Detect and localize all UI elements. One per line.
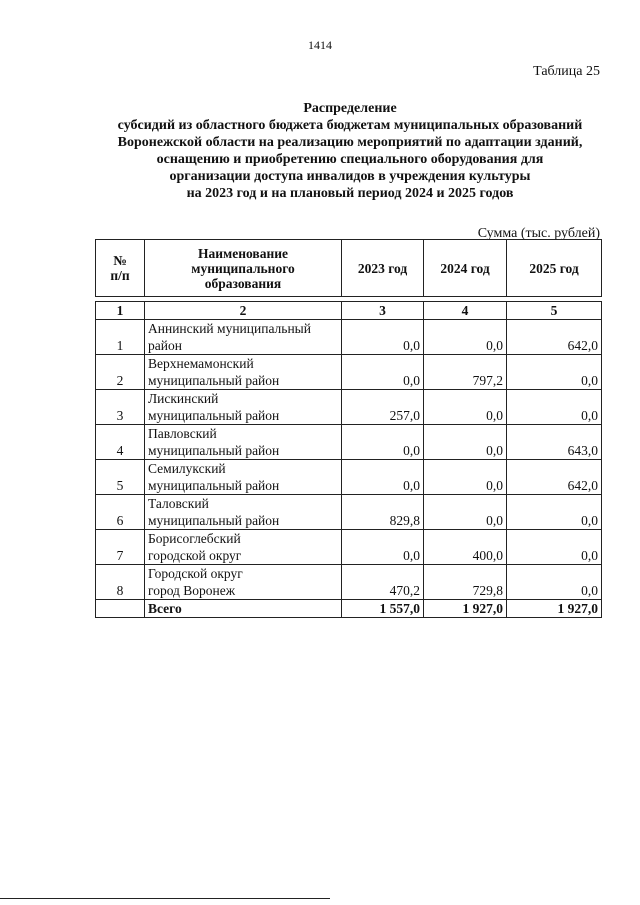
row-number: 7 bbox=[96, 530, 145, 565]
header-no bbox=[96, 240, 145, 297]
value-2023: 0,0 bbox=[342, 355, 424, 390]
municipality-name bbox=[145, 320, 342, 355]
value-2025: 0,0 bbox=[507, 495, 602, 530]
value-2023: 257,0 bbox=[342, 390, 424, 425]
value-2024: 0,0 bbox=[424, 320, 507, 355]
header-row bbox=[96, 240, 602, 297]
row-number: 1 bbox=[96, 320, 145, 355]
value-2024: 0,0 bbox=[424, 460, 507, 495]
heading-line: организации доступа инвалидов в учреждения культуры bbox=[169, 169, 531, 184]
table-row bbox=[96, 425, 602, 460]
value-2024: 797,2 bbox=[424, 355, 507, 390]
total-2024: 1 927,0 bbox=[424, 600, 507, 618]
value-2025: 0,0 bbox=[507, 355, 602, 390]
value-2024: 0,0 bbox=[424, 495, 507, 530]
header-text: Наименование bbox=[198, 245, 288, 261]
column-number: 1 bbox=[96, 302, 145, 320]
heading-line: Воронежской области на реализацию мероприятий по адаптации зданий, bbox=[117, 135, 583, 150]
row-number: 3 bbox=[96, 390, 145, 425]
column-number: 3 bbox=[342, 302, 424, 320]
value-2023: 829,8 bbox=[342, 495, 424, 530]
name-line: город Воронеж bbox=[148, 583, 236, 598]
value-2023: 0,0 bbox=[342, 460, 424, 495]
municipality-name bbox=[145, 530, 342, 565]
table-row bbox=[96, 530, 602, 565]
unit-note: Сумма (тыс. рублей) bbox=[477, 226, 600, 241]
table-row bbox=[96, 320, 602, 355]
total-no-cell bbox=[96, 600, 145, 618]
value-2024: 0,0 bbox=[424, 390, 507, 425]
header-2024: 2024 год bbox=[424, 240, 507, 297]
municipality-name bbox=[145, 355, 342, 390]
value-2023: 0,0 bbox=[342, 530, 424, 565]
table-caption: Таблица 25 bbox=[533, 64, 600, 79]
name-line: муниципальный район bbox=[148, 373, 280, 388]
footer-rule bbox=[0, 898, 330, 899]
name-line: Борисоглебский bbox=[148, 531, 241, 546]
value-2025: 0,0 bbox=[507, 390, 602, 425]
total-label: Всего bbox=[145, 600, 342, 618]
value-2025: 643,0 bbox=[507, 425, 602, 460]
column-number: 2 bbox=[145, 302, 342, 320]
row-number: 6 bbox=[96, 495, 145, 530]
column-number: 5 bbox=[507, 302, 602, 320]
name-line: Семилукский bbox=[148, 461, 226, 476]
table-row bbox=[96, 390, 602, 425]
value-2024: 729,8 bbox=[424, 565, 507, 600]
name-line: муниципальный район bbox=[148, 478, 280, 493]
row-number: 4 bbox=[96, 425, 145, 460]
heading-line: на 2023 год и на плановый период 2024 и 2025 годов bbox=[186, 186, 514, 201]
value-2023: 470,2 bbox=[342, 565, 424, 600]
total-2023: 1 557,0 bbox=[342, 600, 424, 618]
heading-line: Распределение bbox=[303, 101, 397, 116]
value-2023: 0,0 bbox=[342, 320, 424, 355]
header-text: п/п bbox=[110, 268, 130, 283]
heading-line: оснащению и приобретению специального оборудования для bbox=[156, 152, 544, 167]
municipality-name bbox=[145, 390, 342, 425]
row-number: 8 bbox=[96, 565, 145, 600]
value-2025: 0,0 bbox=[507, 565, 602, 600]
value-2025: 642,0 bbox=[507, 460, 602, 495]
header-2025: 2025 год bbox=[507, 240, 602, 297]
row-number: 2 bbox=[96, 355, 145, 390]
heading-line: субсидий из областного бюджета бюджетам муниципальных образований bbox=[117, 118, 583, 133]
column-number: 4 bbox=[424, 302, 507, 320]
name-line: муниципальный район bbox=[148, 408, 280, 423]
total-2025: 1 927,0 bbox=[507, 600, 602, 618]
municipality-name bbox=[145, 495, 342, 530]
municipality-name bbox=[145, 460, 342, 495]
name-line: район bbox=[148, 338, 182, 353]
row-number: 5 bbox=[96, 460, 145, 495]
table-row bbox=[96, 460, 602, 495]
name-line: Павловский bbox=[148, 426, 217, 441]
header-text: № bbox=[113, 253, 127, 268]
header-text: образования bbox=[204, 275, 282, 291]
header-2023: 2023 год bbox=[342, 240, 424, 297]
name-line: Таловский bbox=[148, 496, 209, 511]
value-2023: 0,0 bbox=[342, 425, 424, 460]
name-line: городской округ bbox=[148, 548, 242, 563]
name-line: Лискинский bbox=[148, 391, 219, 406]
header-text: муниципального bbox=[191, 260, 295, 276]
page-number: 1414 bbox=[308, 38, 332, 52]
name-line: муниципальный район bbox=[148, 443, 280, 458]
municipality-name bbox=[145, 425, 342, 460]
value-2024: 0,0 bbox=[424, 425, 507, 460]
value-2024: 400,0 bbox=[424, 530, 507, 565]
name-line: муниципальный район bbox=[148, 513, 280, 528]
table-row bbox=[96, 355, 602, 390]
value-2025: 642,0 bbox=[507, 320, 602, 355]
table-row bbox=[96, 565, 602, 600]
document-heading bbox=[60, 100, 640, 202]
value-2025: 0,0 bbox=[507, 530, 602, 565]
column-number-row bbox=[96, 302, 602, 320]
name-line: Городской округ bbox=[148, 566, 243, 581]
total-row bbox=[96, 600, 602, 618]
header-name bbox=[145, 240, 342, 297]
name-line: Аннинский муниципальный bbox=[148, 321, 311, 336]
name-line: Верхнемамонский bbox=[148, 356, 254, 371]
table-row bbox=[96, 495, 602, 530]
subsidy-table bbox=[95, 239, 602, 618]
municipality-name bbox=[145, 565, 342, 600]
